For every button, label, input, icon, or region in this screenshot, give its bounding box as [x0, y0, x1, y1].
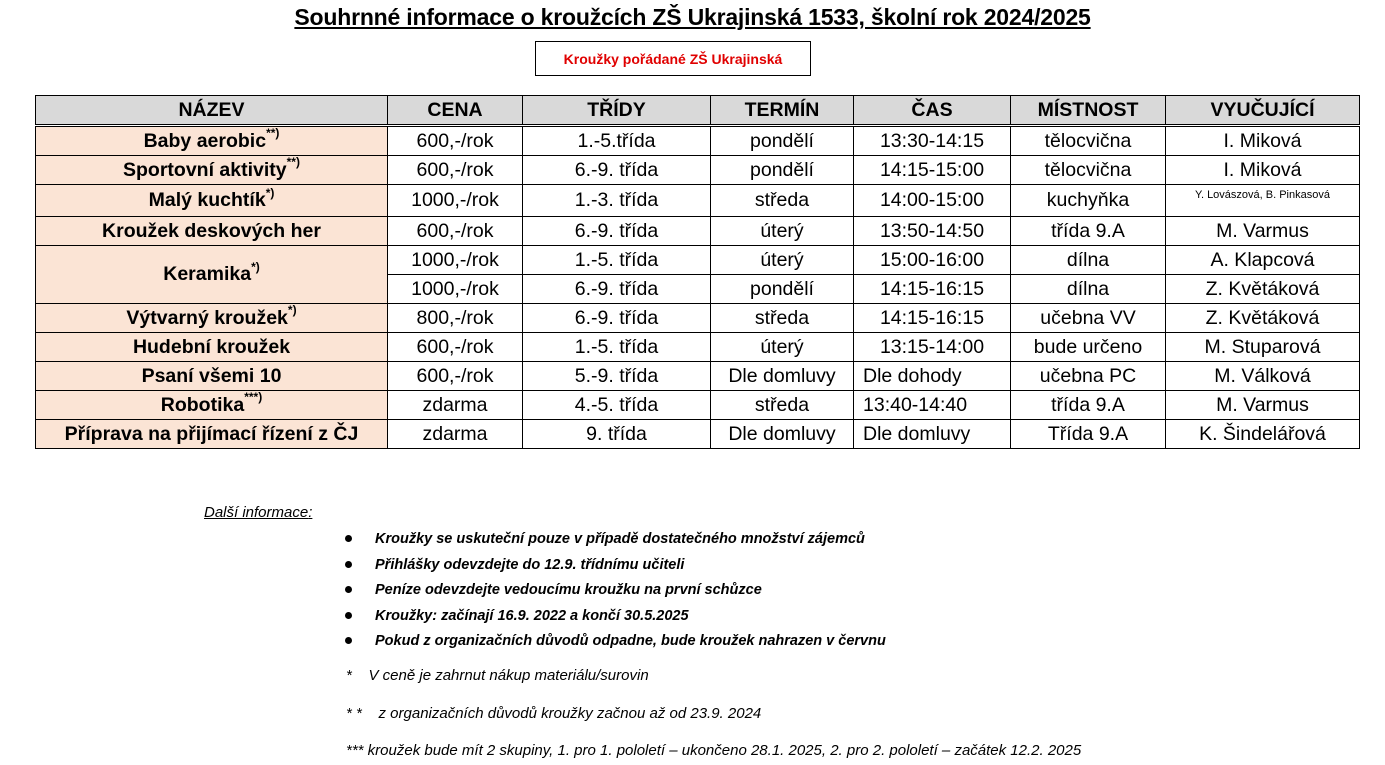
club-time: 14:15-15:00: [854, 156, 1011, 185]
table-header-row: [36, 96, 1360, 126]
table-row: [36, 420, 1360, 449]
table-row: [36, 126, 1360, 156]
club-classes: 5.-9. třída: [523, 362, 711, 391]
club-time: 14:15-16:15: [854, 304, 1011, 333]
bullet-icon: [345, 561, 352, 568]
list-item: Kroužky: začínají 16.9. 2022 a končí 30.5.2025: [340, 605, 886, 631]
header-time: ČAS: [854, 96, 1011, 126]
footnote-single: * V ceně je zahrnut nákup materiálu/surovin: [346, 667, 649, 684]
club-room: učebna PC: [1011, 362, 1166, 391]
club-name: Výtvarný kroužek*): [36, 304, 388, 333]
club-day: středa: [711, 304, 854, 333]
bullet-icon: [345, 637, 352, 644]
club-classes: 4.-5. třída: [523, 391, 711, 420]
clubs-table: [35, 95, 1360, 449]
club-room: dílna: [1011, 275, 1166, 304]
club-classes: 1.-5. třída: [523, 246, 711, 275]
club-name: Robotika***): [36, 391, 388, 420]
section-subtitle-text: Kroužky pořádané ZŠ Ukrajinská: [563, 50, 783, 67]
club-teacher: Z. Květáková: [1166, 275, 1360, 304]
club-price: 800,-/rok: [388, 304, 523, 333]
page-title: Souhrnné informace o kroužcích ZŠ Ukrajinská 1533, školní rok 2024/2025: [294, 4, 1091, 30]
club-price: 600,-/rok: [388, 333, 523, 362]
header-price: CENA: [388, 96, 523, 126]
club-room: učebna VV: [1011, 304, 1166, 333]
club-price: 1000,-/rok: [388, 275, 523, 304]
list-item: Přihlášky odevzdejte do 12.9. třídnímu učiteli: [340, 554, 886, 580]
header-teacher: VYUČUJÍCÍ: [1166, 96, 1360, 126]
club-classes: 1.-5.třída: [523, 126, 711, 156]
club-teacher: I. Miková: [1166, 126, 1360, 156]
club-name: Baby aerobic**): [36, 126, 388, 156]
club-name: Keramika*): [36, 246, 388, 304]
club-price: zdarma: [388, 420, 523, 449]
club-price: 600,-/rok: [388, 362, 523, 391]
club-day: pondělí: [711, 275, 854, 304]
club-name: Kroužek deskových her: [36, 217, 388, 246]
footnote-double: * * z organizačních důvodů kroužky začnou až od 23.9. 2024: [346, 705, 762, 722]
header-classes: TŘÍDY: [523, 96, 711, 126]
club-day: úterý: [711, 246, 854, 275]
club-teacher: K. Šindelářová: [1166, 420, 1360, 449]
club-classes: 6.-9. třída: [523, 275, 711, 304]
club-day: Dle domluvy: [711, 362, 854, 391]
club-room: třída 9.A: [1011, 217, 1166, 246]
club-classes: 6.-9. třída: [523, 156, 711, 185]
club-day: pondělí: [711, 156, 854, 185]
club-time: Dle dohody: [854, 362, 1011, 391]
header-room: MÍSTNOST: [1011, 96, 1166, 126]
club-classes: 1.-3. třída: [523, 185, 711, 217]
section-subtitle: [535, 41, 811, 76]
list-item: Pokud z organizačních důvodů odpadne, bude kroužek nahrazen v červnu: [340, 630, 886, 656]
club-classes: 1.-5. třída: [523, 333, 711, 362]
club-teacher: M. Válková: [1166, 362, 1360, 391]
club-price: 1000,-/rok: [388, 246, 523, 275]
club-time: 13:30-14:15: [854, 126, 1011, 156]
club-day: pondělí: [711, 126, 854, 156]
club-room: bude určeno: [1011, 333, 1166, 362]
club-price: 600,-/rok: [388, 126, 523, 156]
bullet-icon: [345, 535, 352, 542]
table-row: [36, 185, 1360, 217]
club-time: 13:40-14:40: [854, 391, 1011, 420]
club-teacher: Y. Lovászová, B. Pinkasová: [1166, 185, 1360, 217]
club-room: Třída 9.A: [1011, 420, 1166, 449]
table-row: [36, 246, 1360, 275]
club-teacher: M. Varmus: [1166, 391, 1360, 420]
club-room: tělocvična: [1011, 126, 1166, 156]
list-item: Peníze odevzdejte vedoucímu kroužku na první schůzce: [340, 579, 886, 605]
club-price: 600,-/rok: [388, 156, 523, 185]
table-row: [36, 304, 1360, 333]
club-name: Psaní všemi 10: [36, 362, 388, 391]
club-day: úterý: [711, 333, 854, 362]
club-room: třída 9.A: [1011, 391, 1166, 420]
club-time: 13:50-14:50: [854, 217, 1011, 246]
table-row: [36, 333, 1360, 362]
club-time: Dle domluvy: [854, 420, 1011, 449]
club-time: 13:15-14:00: [854, 333, 1011, 362]
header-name: NÁZEV: [36, 96, 388, 126]
bullet-icon: [345, 612, 352, 619]
bullet-icon: [345, 586, 352, 593]
club-price: 600,-/rok: [388, 217, 523, 246]
table-row: [36, 362, 1360, 391]
club-time: 14:00-15:00: [854, 185, 1011, 217]
club-price: 1000,-/rok: [388, 185, 523, 217]
club-day: středa: [711, 391, 854, 420]
club-teacher: Z. Květáková: [1166, 304, 1360, 333]
club-day: úterý: [711, 217, 854, 246]
club-teacher: M. Stuparová: [1166, 333, 1360, 362]
club-day: středa: [711, 185, 854, 217]
club-room: kuchyňka: [1011, 185, 1166, 217]
club-teacher: M. Varmus: [1166, 217, 1360, 246]
club-teacher: I. Miková: [1166, 156, 1360, 185]
club-teacher: A. Klapcová: [1166, 246, 1360, 275]
info-heading: Další informace:: [204, 504, 313, 521]
club-room: dílna: [1011, 246, 1166, 275]
table-row: [36, 156, 1360, 185]
club-price: zdarma: [388, 391, 523, 420]
table-row: [36, 217, 1360, 246]
club-time: 15:00-16:00: [854, 246, 1011, 275]
club-classes: 9. třída: [523, 420, 711, 449]
info-bullet-list: [340, 528, 886, 656]
club-name: Sportovní aktivity**): [36, 156, 388, 185]
club-name: Malý kuchtík*): [36, 185, 388, 217]
club-classes: 6.-9. třída: [523, 304, 711, 333]
club-time: 14:15-16:15: [854, 275, 1011, 304]
footnote-triple: *** kroužek bude mít 2 skupiny, 1. pro 1. pololetí – ukončeno 28.1. 2025, 2. pro 2. pololetí – začátek 12.2. 2025: [346, 742, 1082, 759]
club-name: Příprava na přijímací řízení z ČJ: [36, 420, 388, 449]
list-item: Kroužky se uskuteční pouze v případě dostatečného množství zájemců: [340, 528, 886, 554]
club-room: tělocvična: [1011, 156, 1166, 185]
club-classes: 6.-9. třída: [523, 217, 711, 246]
club-name: Hudební kroužek: [36, 333, 388, 362]
table-row: [36, 391, 1360, 420]
header-day: TERMÍN: [711, 96, 854, 126]
club-day: Dle domluvy: [711, 420, 854, 449]
